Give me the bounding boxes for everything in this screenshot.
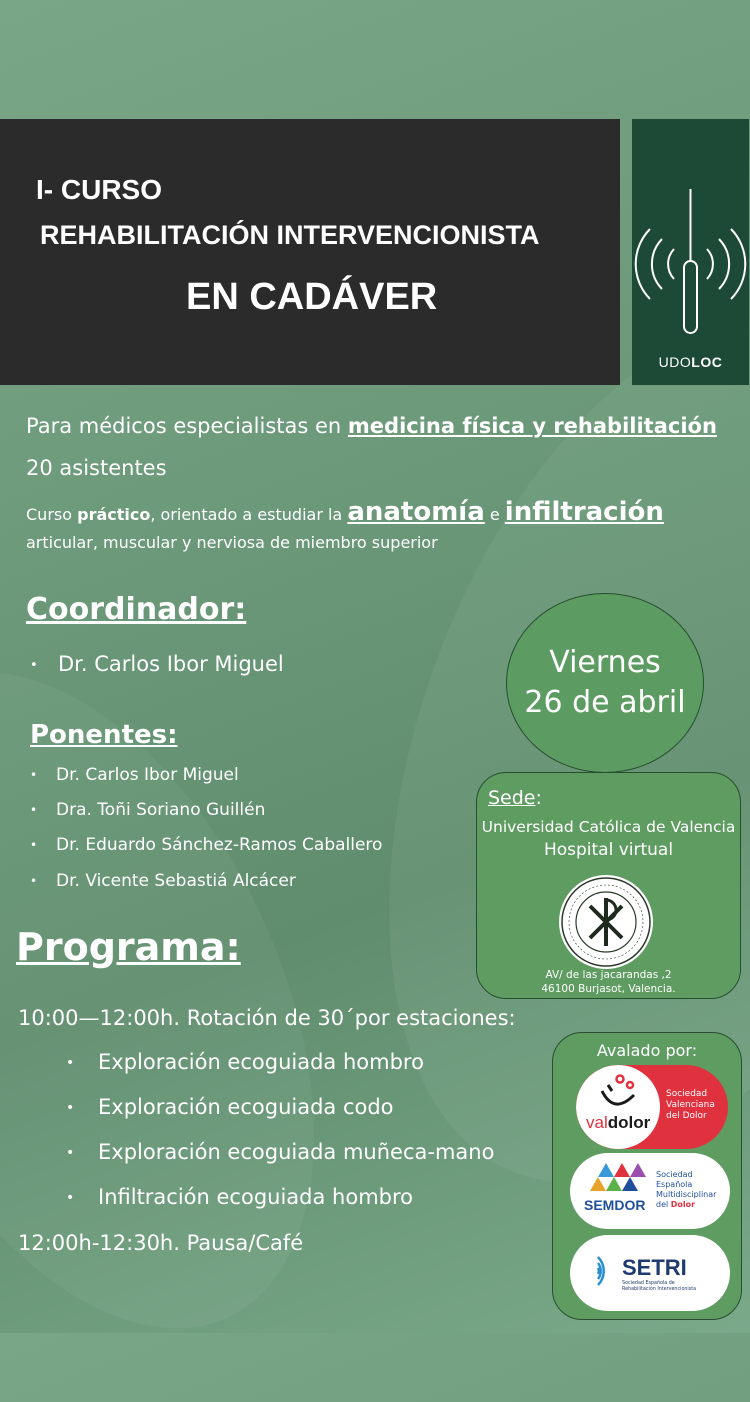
speaker-item — [30, 800, 265, 820]
valdolor-name-b: dolor — [607, 1113, 651, 1132]
setri-logo — [570, 1235, 730, 1311]
date-day: Viernes — [549, 645, 661, 680]
date-circle — [506, 593, 704, 773]
attendees-text: 20 asistentes — [26, 456, 167, 480]
speaker-name: Dra. Toñi Soriano Guillén — [56, 800, 266, 820]
speaker-item — [30, 871, 296, 891]
university-seal-icon — [558, 874, 654, 970]
semdor-sub-2: Española — [656, 1180, 693, 1189]
logo-text — [632, 354, 749, 370]
semdor-sub-4b: Dolor — [670, 1200, 696, 1209]
intro-3a: Curso — [26, 505, 78, 524]
program-item — [66, 1140, 494, 1164]
specialty-highlight: medicina física y rehabilitación — [347, 414, 717, 438]
valdolor-name-a: val — [586, 1113, 608, 1132]
program-session-1: 10:00—12:00h. Rotación de 30´por estaciones: — [18, 1006, 516, 1030]
triangle-mosaic-icon — [590, 1163, 646, 1191]
venue-label — [488, 787, 542, 809]
coordinator-item — [30, 652, 284, 676]
semdor-sub-4a: del — [656, 1200, 671, 1209]
bullet-icon: • — [30, 838, 38, 852]
intro-line-3 — [26, 497, 664, 527]
udoloc-logo — [632, 119, 749, 385]
valdolor-logo — [576, 1065, 728, 1149]
semdor-sub-1: Sociedad — [656, 1170, 693, 1179]
valdolor-sub-3: del Dolor — [666, 1111, 707, 1121]
program-item-label: Exploración ecoguiada codo — [98, 1095, 394, 1119]
signal-waves-icon — [596, 1251, 622, 1291]
bullet-icon: • — [66, 1190, 75, 1206]
valdolor-subtitle — [666, 1089, 715, 1122]
speaker-name: Dr. Carlos Ibor Miguel — [56, 765, 239, 785]
speaker-item — [30, 765, 239, 785]
logo-text-part2: LOC — [691, 354, 723, 370]
semdor-name: SEMDOR — [584, 1197, 646, 1213]
setri-name: SETRI — [622, 1255, 687, 1280]
semdor-logo — [570, 1153, 730, 1229]
bullet-icon: • — [30, 803, 38, 817]
setri-subtitle — [622, 1281, 696, 1293]
speakers-heading: Ponentes: — [30, 720, 178, 750]
venue-university: Universidad Católica de Valencia — [481, 818, 736, 836]
ultrasound-probe-icon — [632, 119, 749, 349]
title-banner — [0, 119, 620, 385]
valdolor-sub-1: Sociedad — [666, 1089, 708, 1099]
intro-3b: práctico — [77, 505, 151, 524]
venue-hospital: Hospital virtual — [543, 840, 674, 860]
coordinator-name: Dr. Carlos Ibor Miguel — [58, 652, 284, 676]
semdor-subtitle — [656, 1170, 716, 1210]
bullet-icon: • — [30, 657, 38, 673]
valdolor-sub-2: Valenciana — [666, 1100, 715, 1110]
program-item — [66, 1185, 413, 1209]
coordinator-heading: Coordinador: — [26, 592, 247, 627]
intro-line-1 — [26, 414, 717, 438]
title-line-3: EN CADÁVER — [186, 276, 438, 318]
semdor-sub-4 — [656, 1200, 716, 1210]
program-item-label: Exploración ecoguiada hombro — [98, 1050, 424, 1074]
anatomy-highlight: anatomía — [347, 497, 485, 527]
bullet-icon: • — [66, 1100, 75, 1116]
speaker-name: Dr. Vicente Sebastiá Alcácer — [56, 871, 296, 891]
semdor-sub-3: Multidisciplinar — [656, 1190, 717, 1199]
smile-face-icon — [594, 1071, 644, 1115]
program-item — [66, 1095, 394, 1119]
title-line-2: REHABILITACIÓN INTERVENCIONISTA — [40, 220, 540, 250]
bullet-icon: • — [30, 874, 38, 888]
bullet-icon: • — [66, 1145, 75, 1161]
program-item-label: Infiltración ecoguiada hombro — [98, 1185, 414, 1209]
program-item-label: Exploración ecoguiada muñeca-mano — [98, 1140, 495, 1164]
setri-sub-2: Rehabilitación Intervencionista — [622, 1287, 697, 1292]
date-date: 26 de abril — [524, 685, 686, 720]
venue-address-2: 46100 Burjasot, Valencia. — [541, 983, 676, 995]
speaker-name: Dr. Eduardo Sánchez-Ramos Caballero — [56, 835, 383, 855]
endorsement-title: Avalado por: — [596, 1041, 698, 1060]
venue-label-text: Sede — [488, 787, 536, 809]
intro-line-4: articular, muscular y nerviosa de miembro superior — [26, 533, 438, 552]
intro-3c: , orientado a estudiar la — [150, 505, 348, 524]
program-session-2: 12:00h-12:30h. Pausa/Café — [18, 1231, 304, 1255]
intro-line-1-prefix: Para médicos especialistas en — [26, 414, 348, 438]
valdolor-name — [586, 1113, 650, 1133]
program-heading: Programa: — [16, 925, 241, 969]
bullet-icon: • — [30, 768, 38, 782]
infiltration-highlight: infiltración — [504, 497, 664, 527]
venue-label-colon: : — [535, 787, 542, 809]
venue-address-1: AV/ de las jacarandas ,2 — [545, 969, 672, 981]
speaker-item — [30, 835, 382, 855]
setri-sub-1: Sociedad Española de — [622, 1281, 675, 1286]
bullet-icon: • — [66, 1055, 75, 1071]
title-line-1: I- CURSO — [36, 174, 162, 205]
program-item — [66, 1050, 424, 1074]
intro-3e: e — [484, 505, 505, 524]
logo-text-part1: UDO — [658, 354, 692, 370]
